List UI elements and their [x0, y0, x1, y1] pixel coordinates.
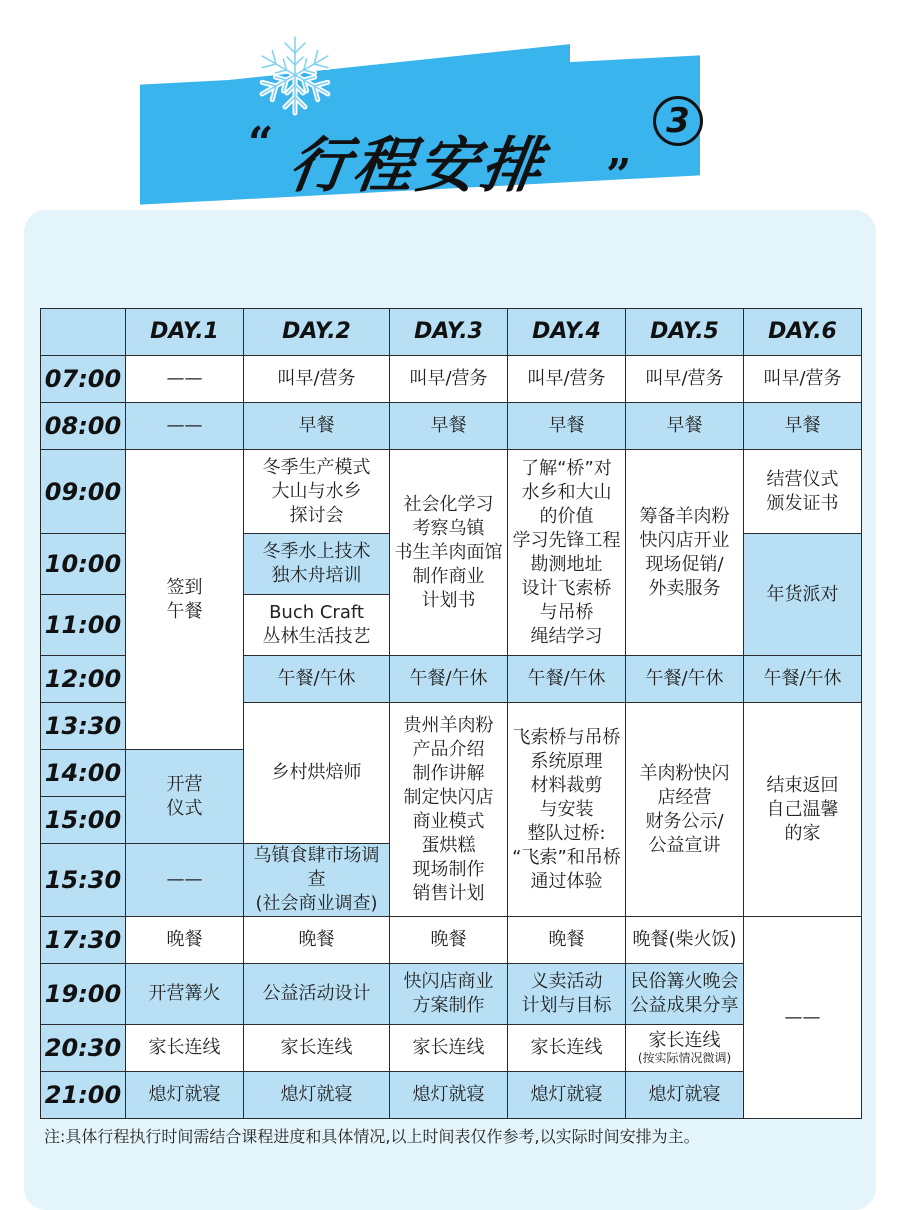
schedule-cell: 早餐	[244, 403, 390, 450]
schedule-cell: ——	[126, 844, 244, 917]
schedule-cell: 熄灯就寝	[126, 1072, 244, 1119]
schedule-cell: Buch Craft 丛林生活技艺	[244, 595, 390, 656]
schedule-cell: 叫早/营务	[744, 356, 862, 403]
schedule-cell: 叫早/营务	[244, 356, 390, 403]
schedule-cell: 家长连线	[244, 1025, 390, 1072]
schedule-cell: 午餐/午休	[244, 656, 390, 703]
schedule-cell: 签到 午餐	[126, 450, 244, 750]
schedule-cell: 社会化学习 考察乌镇 书生羊肉面馆 制作商业 计划书	[390, 450, 508, 656]
quote-close: ”	[606, 150, 632, 201]
schedule-cell: 午餐/午休	[744, 656, 862, 703]
schedule-cell: 快闪店商业 方案制作	[390, 964, 508, 1025]
schedule-cell: 晚餐(柴火饭)	[626, 917, 744, 964]
schedule-cell: 早餐	[508, 403, 626, 450]
time-cell: 15:30	[41, 844, 126, 917]
day-header: DAY.5	[626, 309, 744, 356]
day-header: DAY.1	[126, 309, 244, 356]
time-cell: 19:00	[41, 964, 126, 1025]
schedule-cell: 熄灯就寝	[244, 1072, 390, 1119]
schedule-cell: 公益活动设计	[244, 964, 390, 1025]
day-header: DAY.2	[244, 309, 390, 356]
time-cell: 12:00	[41, 656, 126, 703]
schedule-cell: 飞索桥与吊桥 系统原理 材料裁剪 与安装 整队过桥: “飞索”和吊桥 通过体验	[508, 703, 626, 917]
table-row	[41, 403, 862, 450]
table-row	[41, 356, 862, 403]
schedule-cell: 晚餐	[508, 917, 626, 964]
schedule-cell: 早餐	[626, 403, 744, 450]
schedule-cell: 叫早/营务	[508, 356, 626, 403]
schedule-cell: 晚餐	[126, 917, 244, 964]
section-number: 3	[653, 96, 703, 146]
time-cell: 21:00	[41, 1072, 126, 1119]
schedule-cell: 午餐/午休	[626, 656, 744, 703]
snowflake-icon	[250, 30, 340, 120]
schedule-cell: 叫早/营务	[390, 356, 508, 403]
schedule-cell: ——	[126, 403, 244, 450]
schedule-cell: 年货派对	[744, 534, 862, 656]
time-cell: 10:00	[41, 534, 126, 595]
time-cell: 17:30	[41, 917, 126, 964]
table-row	[41, 964, 862, 1025]
time-cell: 08:00	[41, 403, 126, 450]
time-cell: 13:30	[41, 703, 126, 750]
time-cell: 14:00	[41, 750, 126, 797]
corner-cell	[41, 309, 126, 356]
footnote: 注:具体行程执行时间需结合课程进度和具体情况,以上时间表仅作参考,以实际时间安排为主。	[44, 1127, 700, 1146]
day-header: DAY.4	[508, 309, 626, 356]
schedule-cell: 贵州羊肉粉 产品介绍 制作讲解 制定快闪店 商业模式 蛋烘糕 现场制作 销售计划	[390, 703, 508, 917]
schedule-cell: ——	[126, 356, 244, 403]
schedule-cell: 熄灯就寝	[626, 1072, 744, 1119]
schedule-cell: 结束返回 自己温馨 的家	[744, 703, 862, 917]
schedule-cell: 午餐/午休	[508, 656, 626, 703]
time-cell: 20:30	[41, 1025, 126, 1072]
schedule-cell: 午餐/午休	[390, 656, 508, 703]
schedule-cell: 民俗篝火晚会 公益成果分享	[626, 964, 744, 1025]
adjust-note: (按实际情况微调)	[637, 1051, 732, 1065]
schedule-cell: 筹备羊肉粉 快闪店开业 现场促销/ 外卖服务	[626, 450, 744, 656]
schedule-cell: 义卖活动 计划与目标	[508, 964, 626, 1025]
schedule-cell: 家长连线	[126, 1025, 244, 1072]
table-row	[41, 1072, 862, 1119]
quote-open: “	[248, 118, 274, 169]
page-title: 行程安排	[284, 131, 551, 201]
schedule-cell: 开营 仪式	[126, 750, 244, 844]
schedule-cell	[626, 1025, 744, 1072]
table-row	[41, 917, 862, 964]
schedule-cell-text: 家长连线	[648, 1030, 721, 1051]
schedule-cell: 晚餐	[390, 917, 508, 964]
schedule-cell: 叫早/营务	[626, 356, 744, 403]
schedule-cell: 乌镇食肆市场调查 (社会商业调查)	[244, 844, 390, 917]
schedule-cell: 早餐	[744, 403, 862, 450]
table-row	[41, 450, 862, 534]
time-cell: 07:00	[41, 356, 126, 403]
schedule-cell: 家长连线	[390, 1025, 508, 1072]
schedule-cell: ——	[744, 917, 862, 1119]
schedule-cell: 晚餐	[244, 917, 390, 964]
schedule-cell: 了解“桥”对 水乡和大山 的价值 学习先锋工程 勘测地址 设计飞索桥 与吊桥 绳结学习	[508, 450, 626, 656]
time-cell: 09:00	[41, 450, 126, 534]
schedule-table	[40, 308, 862, 1119]
time-cell: 11:00	[41, 595, 126, 656]
schedule-cell: 羊肉粉快闪 店经营 财务公示/ 公益宣讲	[626, 703, 744, 917]
schedule-cell: 结营仪式 颁发证书	[744, 450, 862, 534]
schedule-cell: 冬季生产模式 大山与水乡 探讨会	[244, 450, 390, 534]
schedule-cell: 熄灯就寝	[390, 1072, 508, 1119]
day-header: DAY.6	[744, 309, 862, 356]
schedule-cell: 早餐	[390, 403, 508, 450]
header-row	[41, 309, 862, 356]
time-cell: 15:00	[41, 797, 126, 844]
schedule-cell: 开营篝火	[126, 964, 244, 1025]
table-row	[41, 1025, 862, 1072]
schedule-cell: 乡村烘焙师	[244, 703, 390, 844]
schedule-cell: 冬季水上技术 独木舟培训	[244, 534, 390, 595]
schedule-cell: 家长连线	[508, 1025, 626, 1072]
day-header: DAY.3	[390, 309, 508, 356]
schedule-cell: 熄灯就寝	[508, 1072, 626, 1119]
